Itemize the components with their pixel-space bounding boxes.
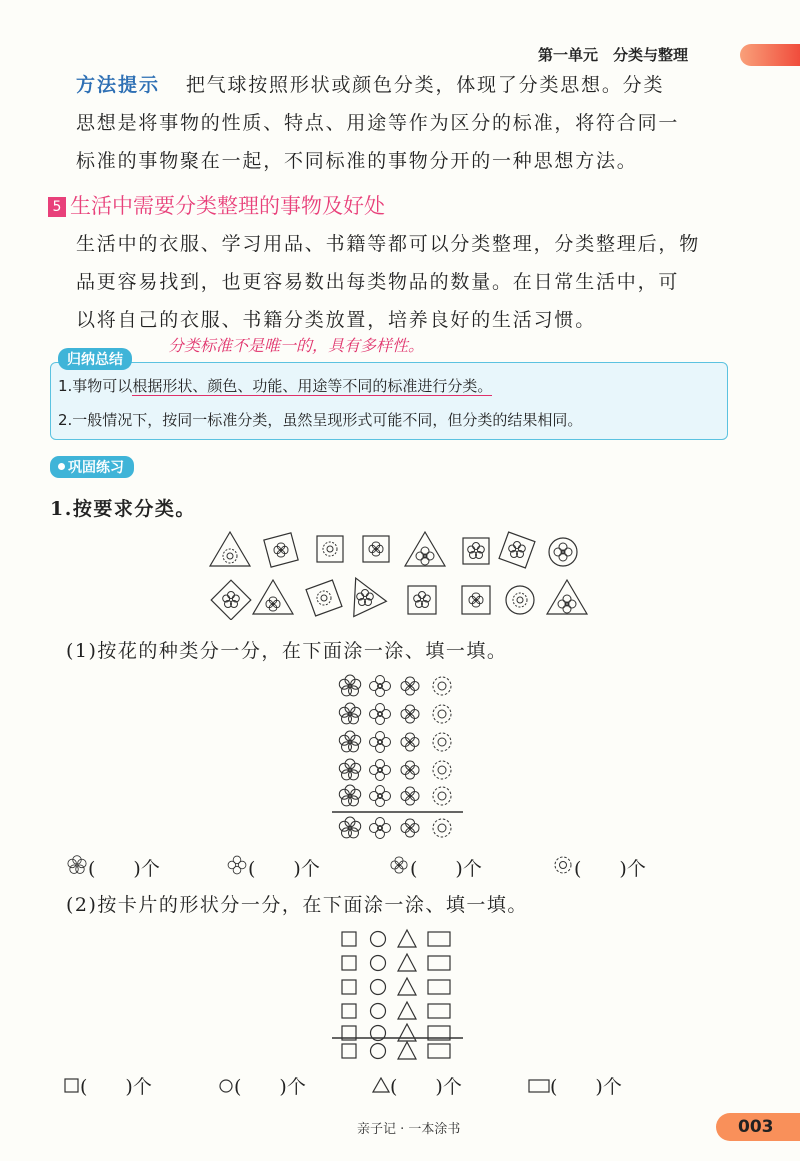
practice-dot-icon <box>58 463 65 470</box>
question-1: 1.按要求分类。 <box>50 498 196 520</box>
circle-column <box>371 932 386 1041</box>
question-1-part1: (1)按花的种类分一分，在下面涂一涂、填一填。 <box>66 640 508 662</box>
summary-item1-underlined: 根据形状、颜色、功能、用途等不同的标准进行分类。 <box>132 377 493 395</box>
flower-grid <box>330 672 465 842</box>
summary-item2: 2.一般情况下，按同一标准分类，虽然呈现形式可能不同，但分类的结果相同。 <box>58 411 583 429</box>
rectangle-column <box>428 932 450 1040</box>
header-decoration-bar <box>740 44 800 66</box>
flower-fill-4 <box>552 854 646 881</box>
section5-text2: 品更容易找到，也更容易数出每类物品的数量。在日常生活中，可 <box>76 271 680 293</box>
unit-title: 第一单元 分类与整理 <box>538 46 689 64</box>
section5-text3: 以将自己的衣服、书籍分类放置，培养良好的生活习惯。 <box>76 309 597 331</box>
page-number: 003 <box>716 1113 800 1141</box>
flower-d-icon <box>552 855 574 875</box>
summary-tag: 归纳总结 <box>58 348 132 370</box>
shape-fill-1 <box>64 1072 152 1099</box>
card-square-rotated <box>499 532 535 568</box>
flower-column-3 <box>401 677 419 805</box>
method-tip-line1 <box>76 66 664 104</box>
flower-fill-2 <box>226 854 320 881</box>
card-square <box>463 538 489 564</box>
practice-tag <box>50 456 134 478</box>
flower-legend-row <box>339 817 451 839</box>
flower-column-2 <box>370 676 391 807</box>
footer-text: 亲子记 · 一本涂书 <box>357 1122 461 1137</box>
flower-column-1 <box>339 675 360 806</box>
triangle-column <box>398 930 416 1041</box>
handwritten-note: 分类标准不是唯一的，具有多样性。 <box>168 336 425 355</box>
shape-fill-blank[interactable]: ( )个 <box>390 1076 462 1098</box>
card-square <box>363 536 389 562</box>
card-triangle <box>547 580 587 614</box>
square-icon <box>64 1077 80 1093</box>
flower-fill-3 <box>388 854 482 881</box>
shape-grid <box>330 926 465 1066</box>
question-1-part2: (2)按卡片的形状分一分，在下面涂一涂、填一填。 <box>66 894 528 916</box>
card-square-rotated <box>264 533 298 567</box>
section5-text1: 生活中的衣服、学习用品、书籍等都可以分类整理，分类整理后，物 <box>76 233 701 255</box>
method-tip-label: 方法提示 <box>76 74 161 96</box>
card-triangle <box>339 570 386 616</box>
shape-legend-row <box>342 1042 450 1059</box>
card-circle <box>506 586 534 614</box>
card-square <box>317 536 343 562</box>
card-square <box>408 586 436 614</box>
flower-fill-1 <box>66 854 160 881</box>
flower-fill-blank[interactable]: ( )个 <box>248 858 320 880</box>
section5-heading <box>48 190 385 220</box>
shape-fill-blank[interactable]: ( )个 <box>234 1076 306 1098</box>
flower-fill-blank[interactable]: ( )个 <box>410 858 482 880</box>
card-square-rotated <box>306 580 342 616</box>
section5-title: 生活中需要分类整理的事物及好处 <box>70 194 385 218</box>
shape-fill-blank[interactable]: ( )个 <box>80 1076 152 1098</box>
card-triangle <box>210 532 250 566</box>
flower-column-4 <box>433 677 451 805</box>
card-square <box>462 586 490 614</box>
shape-fill-3 <box>372 1072 462 1099</box>
shape-fill-blank[interactable]: ( )个 <box>550 1076 622 1098</box>
card-triangle <box>253 580 293 614</box>
summary-item1 <box>58 375 492 396</box>
shape-fill-4 <box>528 1072 622 1099</box>
flower-a-icon <box>66 855 88 875</box>
triangle-icon <box>372 1077 390 1093</box>
cards-illustration <box>205 530 600 620</box>
method-tip-text2: 思想是将事物的性质、特点、用途等作为区分的标准，将符合同一 <box>76 112 680 134</box>
shape-fill-2 <box>218 1072 306 1099</box>
flower-c-icon <box>388 855 410 875</box>
flower-fill-blank[interactable]: ( )个 <box>574 858 646 880</box>
summary-item1-prefix: 1.事物可以 <box>58 377 133 395</box>
flower-fill-blank[interactable]: ( )个 <box>88 858 160 880</box>
rectangle-icon <box>528 1077 550 1093</box>
practice-tag-label: 巩固练习 <box>68 460 124 476</box>
section5-number: 5 <box>48 197 66 217</box>
card-circle <box>549 538 577 566</box>
method-tip-text3: 标准的事物聚在一起，不同标准的事物分开的一种思想方法。 <box>76 150 638 172</box>
method-tip-text1: 把气球按照形状或颜色分类，体现了分类思想。分类 <box>185 74 665 96</box>
circle-icon <box>218 1077 234 1093</box>
card-triangle <box>405 532 445 566</box>
square-column <box>342 932 356 1040</box>
flower-b-icon <box>226 855 248 875</box>
card-square-rotated <box>211 580 251 620</box>
